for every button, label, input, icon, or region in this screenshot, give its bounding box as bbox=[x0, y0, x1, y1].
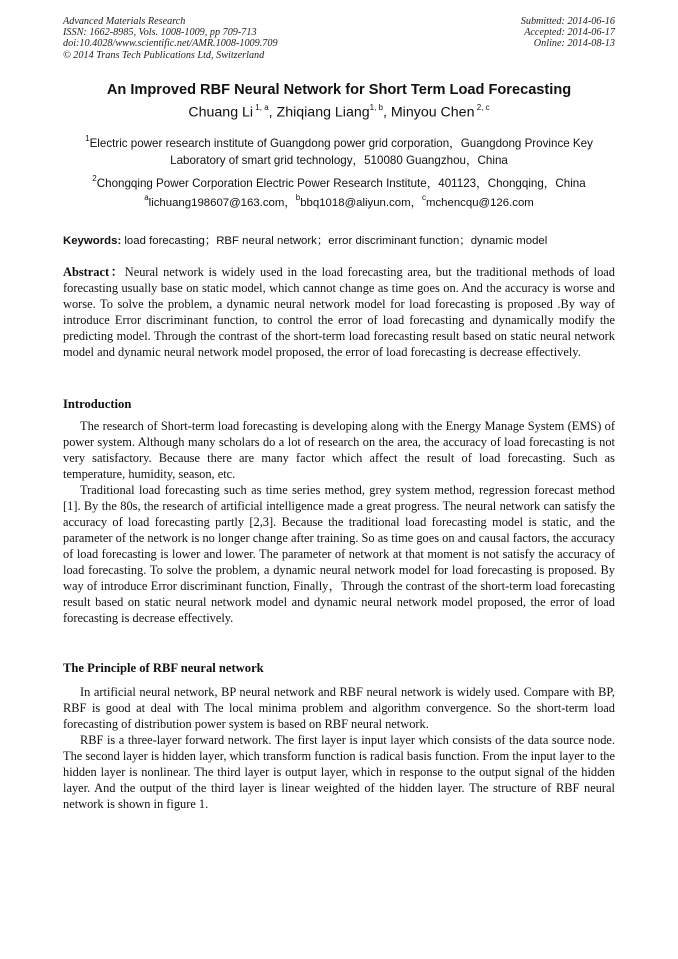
section-heading-rbf-principle: The Principle of RBF neural network bbox=[63, 661, 264, 675]
submitted-date: Submitted: 2014-06-16 bbox=[520, 16, 615, 27]
journal-info-header bbox=[63, 16, 278, 61]
affiliation-text: Chongqing Power Corporation Electric Power Research Institute，401123，Chongqing，China bbox=[96, 176, 586, 190]
email-mark: c bbox=[421, 193, 426, 203]
keywords-text: load forecasting；RBF neural network；error discriminant function；dynamic model bbox=[121, 235, 548, 247]
affiliation-1-line-1 bbox=[63, 131, 615, 152]
affiliation-1 bbox=[63, 131, 615, 169]
author-name: Minyou Chen bbox=[390, 104, 475, 121]
author-emails bbox=[0, 194, 678, 210]
affiliation-number: 2 bbox=[92, 174, 97, 183]
author-name: Zhiqiang Liang bbox=[276, 104, 370, 121]
email-address: mchencqu@126.com bbox=[425, 197, 534, 209]
abstract-label: Abstract： bbox=[63, 265, 125, 279]
author-separator: , bbox=[268, 104, 277, 121]
abstract-text: Neural network is widely used in the load forecasting area, but the traditional methods of load forecasting usually base on static model, which cannot change as time goes on. And the accuracy is worse and worse. To solve the problem, a dynamic neural network model for load forecasting is proposed .By way of introduce Error discriminant function, to control the error of load forecasting and dynamically modify the predicting model. Through the contrast of the short-term load forecasting result based on static neural network model and dynamic neural network model proposed, the error of load forecasting is decrease effectively. bbox=[63, 265, 616, 359]
affiliation-number: 1 bbox=[85, 134, 90, 143]
author-separator: , bbox=[382, 104, 391, 121]
author-list bbox=[0, 104, 678, 121]
affiliation-2 bbox=[63, 171, 615, 192]
author-affiliation-mark: 2, c bbox=[474, 103, 490, 112]
email-address: lichuang198607@163.com， bbox=[148, 197, 296, 209]
online-date: Online: 2014-08-13 bbox=[533, 38, 615, 50]
email-address: bbq1018@aliyun.com， bbox=[300, 197, 422, 209]
affiliation-1-line-2: Laboratory of smart grid technology，510080 Guangzhou，China bbox=[170, 153, 508, 167]
abstract bbox=[63, 264, 615, 360]
paragraph: Traditional load forecasting such as time series method, grey system method, regression forecast method [1]. By the 80s, the research of artificial intelligence made a great progress. The neural network can satisfy the accuracy of load forecasting partly [2,3]. Because the traditional load forecasting model is static, and the parameter of the network is no longer change after training. So as time goes on and causal factors, the accuracy of load forecasting is lower and lower. The parameter of network at that moment is not satisfy the accuracy of load forecasting. To solve the problem, a dynamic neural network model for load forecasting is proposed. By way of introduce Error discriminant function, Finally，Through the contrast of the short-term load forecasting result based on static neural network model and dynamic neural network model proposed, the error of load forecasting is decrease effectively. bbox=[63, 483, 615, 625]
section-heading-introduction: Introduction bbox=[63, 397, 132, 411]
issn-line: ISSN: 1662-8985, Vols. 1008-1009, pp 709-713 bbox=[63, 27, 257, 39]
email-mark: b bbox=[295, 193, 301, 203]
author-name: Chuang Li bbox=[188, 104, 254, 121]
keywords bbox=[63, 232, 615, 248]
accepted-date: Accepted: 2014-06-17 bbox=[524, 27, 615, 39]
journal-name: Advanced Materials Research bbox=[63, 16, 186, 27]
paragraph: The research of Short-term load forecasting is developing along with the Energy Manage System (EMS) of power system. Although many scholars do a lot of research on the area, the accuracy of load forecasting is not very satisfactory. Because there are many factor which affect the result of load forecasting. Such as temperature, humidity, season, etc. bbox=[63, 419, 615, 481]
author-affiliation-mark: 1, b bbox=[369, 103, 383, 112]
rbf-principle-body bbox=[63, 684, 615, 812]
affiliation-text: Electric power research institute of Guangdong power grid corporation，Guangdong Province Key bbox=[89, 136, 593, 150]
paragraph: In artificial neural network, BP neural network and RBF neural network is widely used. Compare with BP, RBF is good at deal with The local minima problem and algorithm convergence. So the short-term load forecasting of distribution power system is based on RBF neural network. bbox=[63, 685, 615, 731]
email-mark: a bbox=[144, 193, 149, 203]
doi-line: doi:10.4028/www.scientific.net/AMR.1008-1009.709 bbox=[63, 38, 278, 50]
author-affiliation-mark: 1, a bbox=[253, 103, 269, 112]
introduction-body bbox=[63, 418, 615, 626]
paper-title: An Improved RBF Neural Network for Short Term Load Forecasting bbox=[106, 82, 572, 98]
keywords-label: Keywords: bbox=[63, 235, 122, 247]
dates-header bbox=[521, 16, 615, 50]
paragraph: RBF is a three-layer forward network. The first layer is input layer which consists of the data source node. The second layer is hidden layer, which transform function is radical basis function. From the input layer to the hidden layer is nonlinear. The third layer is output layer, which in response to the output signal of the hidden layer. And the output of the third layer is linear weighted of the hidden layer. The structure of RBF neural network is shown in figure 1. bbox=[63, 733, 615, 811]
copyright-line: © 2014 Trans Tech Publications Ltd, Switzerland bbox=[63, 49, 265, 61]
